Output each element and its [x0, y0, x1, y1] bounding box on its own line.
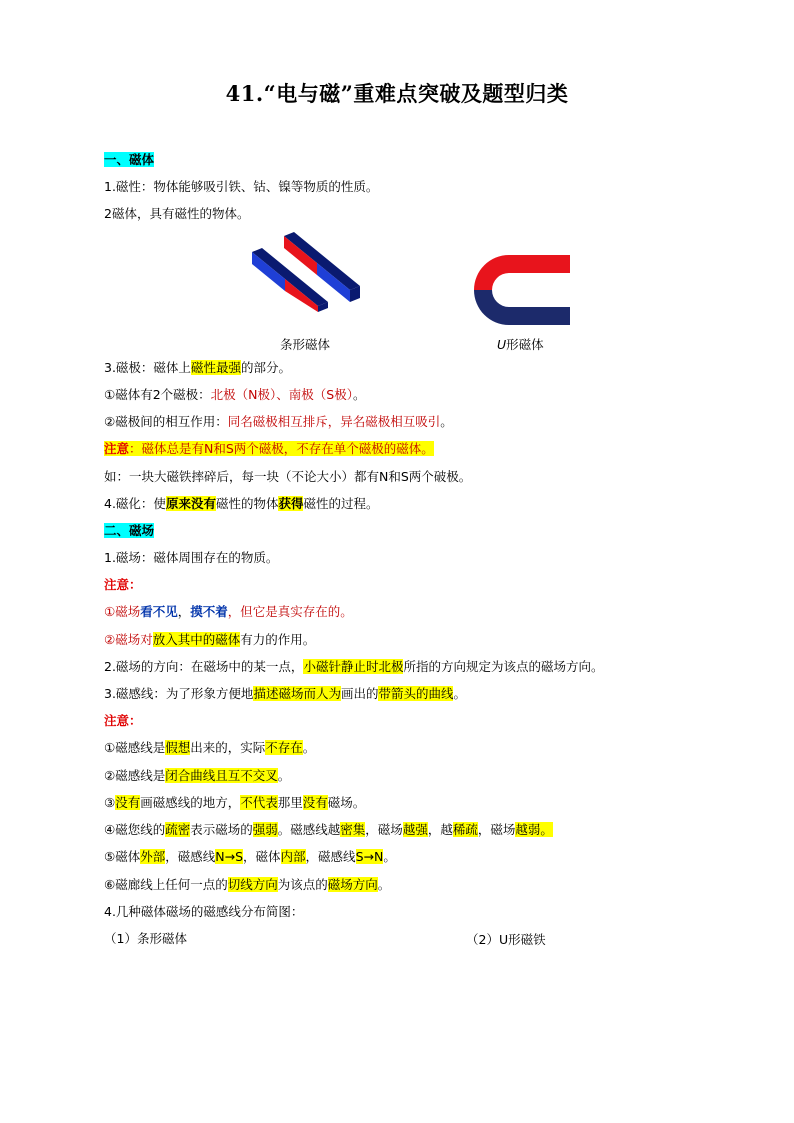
paragraph: ③没有画磁感线的地方，不代表那里没有磁场。: [104, 795, 366, 810]
paragraph: 如：一块大磁铁摔碎后，每一块（不论大小）都有N和S两个破极。: [104, 469, 472, 484]
paragraph: 3.磁极：磁体上磁性最强的部分。: [104, 360, 291, 375]
paragraph: ②磁场对放入其中的磁体有力的作用。: [104, 632, 316, 647]
u-magnet-figure: [474, 255, 570, 325]
u-magnet-red-arm: [474, 255, 570, 290]
paragraph: 1.磁性：物体能够吸引铁、钴、镍等物质的性质。: [104, 179, 379, 194]
note-label: 注意：: [104, 713, 142, 728]
paragraph: 3.磁感线：为了形象方便地描述磁场而人为画出的带箭头的曲线。: [104, 686, 466, 701]
u-magnet-caption: U形磁体: [497, 337, 544, 352]
paragraph: 2磁体，具有磁性的物体。: [104, 206, 250, 221]
section-heading-magnet: 一、磁体: [104, 152, 155, 167]
paragraph: 4.几种磁体磁场的磁感线分布简图：: [104, 904, 304, 919]
note-label: 注意：: [104, 577, 142, 592]
paragraph: 2.磁场的方向：在磁场中的某一点，小磁针静止时北极所指的方向规定为该点的磁场方向。: [104, 659, 604, 674]
u-magnet-navy-arm: [474, 290, 570, 325]
note-paragraph: 注意：磁体总是有N和S两个磁极，不存在单个磁极的磁体。: [104, 441, 434, 456]
bar-magnet-figure: [248, 232, 366, 312]
subfigure-label-u: （2）U形磁铁: [466, 932, 546, 947]
section-heading-field: 二、磁场: [104, 523, 155, 538]
paragraph: ④磁您线的疏密表示磁场的强弱。磁感线越密集，磁场越强，越稀疏，磁场越弱。: [104, 822, 553, 837]
paragraph: ①磁感线是假想出来的，实际不存在。: [104, 740, 316, 755]
paragraph: ②磁感线是闭合曲线且互不交叉。: [104, 768, 291, 783]
page-title: 41.“电与磁”重难点突破及题型归类: [225, 81, 569, 106]
paragraph: 4.磁化：使原来没有磁性的物体获得磁性的过程。: [104, 496, 379, 511]
paragraph: ⑥磁廊线上任何一点的切线方向为该点的磁场方向。: [104, 877, 391, 892]
paragraph: ②磁极间的相互作用：同名磁极相互排斥，异名磁极相互吸引。: [104, 414, 453, 429]
subfigure-label-bar: （1）条形磁体: [104, 931, 187, 946]
bar-magnet-caption: 条形磁体: [280, 337, 331, 352]
paragraph: ①磁场看不见，摸不着，但它是真实存在的。: [104, 604, 353, 619]
paragraph: ①磁体有2个磁极：北极（N极）、南极（S极）。: [104, 387, 366, 402]
paragraph: ⑤磁体外部，磁感线N→S，磁体内部，磁感线S→N。: [104, 849, 396, 864]
paragraph: 1.磁场：磁体周围存在的物质。: [104, 550, 279, 565]
